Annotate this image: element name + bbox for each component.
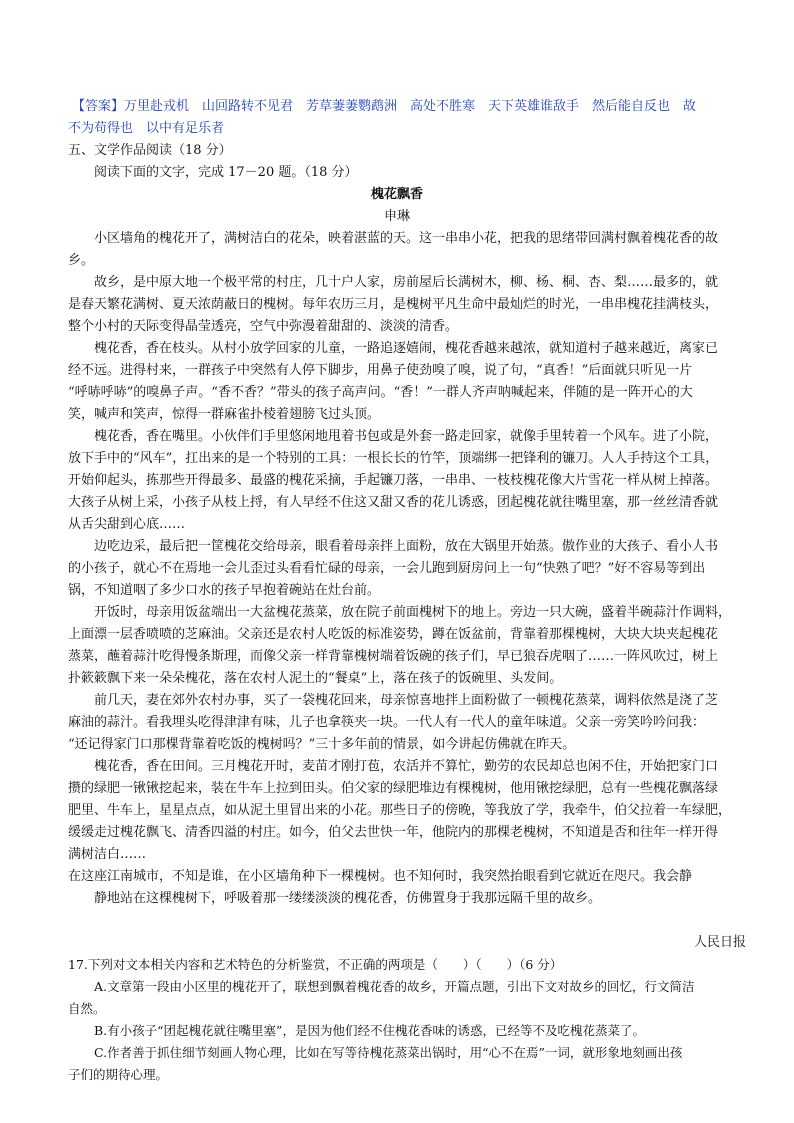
answer-items-cont: 不为苟得也 以中有足乐者 (68, 121, 225, 136)
article-source: 人民日报 (693, 935, 746, 950)
question-option: A.文章第一段由小区里的槐花开了，联想到飘着槐花香的故乡，开篇点题，引出下文对故乡的回忆，行文简洁 (94, 979, 695, 994)
paragraph-line: 在这座江南城市，不知是谁，在小区墙角种下一棵槐树。也不知何时，我突然抬眼看到它就近在咫尺。我会静 (68, 869, 693, 884)
paragraph-line: 乡。 (68, 253, 95, 268)
paragraph-line: 攒的绿肥一锹锹挖起来，装在牛车上拉到田头。伯父家的绿肥堆边有棵槐树，他用锹挖绿肥，总有一些槐花飘落绿 (68, 781, 719, 796)
paragraph-line: 槐花香，香在枝头。从村小放学回家的儿童，一路追逐嬉闹，槐花香越来越浓，就知道村子越来越近，离家已 (94, 341, 719, 356)
paragraph-line: 锅，不知道咽了多少口水的孩子早抱着碗站在灶台前。 (68, 583, 381, 598)
question-option: B.有小孩子“团起槐花就往嘴里塞”，是因为他们经不住槐花香味的诱惑，已经等不及吃槐花蒸菜了。 (94, 1023, 645, 1038)
paragraph-line: 的小孩子，就心不在焉地一会儿歪过头看看忙碌的母亲，一会儿跑到厨房问上一句“快熟了吧？”好不容易等到出 (68, 561, 706, 576)
question-option: 子们的期待心理。 (68, 1067, 169, 1082)
section-instruction: 阅读下面的文字，完成 17－20 题。（18 分） (94, 165, 358, 180)
section-heading: 五、文学作品阅读（18 分） (68, 143, 232, 158)
paragraph-line: 故乡，是中原大地一个极平常的村庄，几十户人家，房前屋后长满树木，柳、杨、桐、杏、梨……最多的，就 (94, 275, 719, 290)
question-option: C.作者善于抓住细节刻画人物心理，比如在写等待槐花蒸菜出锅时，用“心不在焉”一词，就形象地刻画出孩 (94, 1045, 683, 1060)
paragraph-line: 上面漂一层香喷喷的芝麻油。父亲还是农村人吃饭的标准姿势，蹲在饭盆前，背靠着那棵槐树，大块大块夹起槐花 (68, 627, 719, 642)
answer-line-1 (68, 96, 748, 118)
paragraph-line: 放下手中的“风车”，扛出来的是一个特别的工具：一根长长的竹竿，顶端绑一把锋利的镰刀。人人手持这个工具， (68, 451, 719, 466)
paragraph-line: 缓缓走过槐花飘飞、清香四溢的村庄。如今，伯父去世快一年，他院内的那棵老槐树，不知道是否和往年一样开得 (68, 825, 719, 840)
answer-tag: 【答案】 (72, 99, 125, 114)
paragraph-line: 蒸菜，蘸着蒜汁吃得慢条斯理，而像父亲一样背靠槐树端着饭碗的孩子们，早已狼吞虎咽了……一阵风吹过，树上 (68, 649, 719, 664)
paragraph-line: 边吃边采，最后把一筐槐花交给母亲，眼看着母亲拌上面粉，放在大锅里开始蒸。傲作业的大孩子、看小人书 (94, 539, 719, 554)
paragraph-line: 开始仰起头，拣那些开得最多、最盛的槐花采摘，手起镰刀落，一串串、一枝枝槐花像大片雪花一样从树上掉落。 (68, 473, 719, 488)
question-stem: 17.下列对文本相关内容和艺术特色的分析鉴赏，不正确的两项是（ ）（ ）（6 分） (68, 957, 563, 972)
paragraph-line: 前几天，妻在郊外农村办事，买了一袋槐花回来，母亲惊喜地拌上面粉做了一顿槐花蒸菜，调料依然是浇了芝 (94, 693, 719, 708)
paragraph-line: 从舌尖甜到心底…… (68, 517, 186, 532)
paragraph-line: 麻油的蒜汁。看我埋头吃得津津有味，儿子也拿筷夹一块。一代人有一代人的童年味道。父亲一旁笑吟吟问我： (68, 715, 706, 730)
paragraph-line: 满树洁白…… (68, 847, 147, 862)
article-author: 申琳 (383, 209, 410, 224)
paragraph-line: 肥里、牛车上，星星点点，如从泥土里冒出来的小花。那些日子的傍晚，等我放了学，我牵牛，伯父拉着一车绿肥， (68, 803, 732, 818)
paragraph-line: 整个小村的天际变得晶莹透亮，空气中弥漫着甜甜的、淡淡的清香。 (68, 319, 459, 334)
paragraph-line: 开饭时，母亲用饭盆端出一大盆槐花蒸菜，放在院子前面槐树下的地上。旁边一只大碗，盛着半碗蒜汁作调料， (94, 605, 732, 620)
paragraph-line: 静地站在这棵槐树下，呼吸着那一缕缕淡淡的槐花香，仿佛置身于我那远隔千里的故乡。 (94, 891, 602, 906)
paragraph-line: “呼哧呼哧”的嗅鼻子声。“香不香？”带头的孩子高声问。“香！”一群人齐声呐喊起来，伴随的是一阵开心的大 (68, 385, 693, 400)
paragraph-line: 是春天繁花满树、夏天浓荫蔽日的槐树。每年农历三月，是槐树平凡生命中最灿烂的时光，一串串槐花挂满枝头， (68, 297, 719, 312)
paragraph-line: 扑簌簌飘下来一朵朵槐花，落在农村人泥土的“餐桌”上，落在孩子的饭碗里、头发间。 (68, 671, 563, 686)
paragraph-line: 笑，喊声和笑声，惊得一群麻雀扑棱着翅膀飞过头顶。 (68, 407, 381, 422)
article-title: 槐花飘香 (370, 187, 423, 202)
answer-line-2 (68, 118, 748, 140)
paragraph-line: 槐花香，香在嘴里。小伙伴们手里悠闲地甩着书包或是外套一路走回家，就像手里转着一个风车。进了小院， (94, 429, 719, 444)
paragraph-line: 小区墙角的槐花开了，满树洁白的花朵，映着湛蓝的天。这一串串小花，把我的思绪带回满村飘着槐花香的故 (94, 231, 719, 246)
paragraph-line: “还记得家门口那棵背靠着吃饭的槐树吗？”三十多年前的情景，如今讲起仿佛就在昨天。 (68, 737, 576, 752)
paragraph-line: 经不远。进得村来，一群孩子中突然有人停下脚步，用鼻子使劲嗅了嗅，说了句，“真香！”后面就只听见一片 (68, 363, 693, 378)
paragraph-line: 槐花香，香在田间。三月槐花开时，麦苗才刚打苞，农活并不算忙，勤劳的农民却总也闲不住，开始把家门口 (94, 759, 719, 774)
paragraph-line: 大孩子从树上采，小孩子从枝上捋，有人早经不住这又甜又香的花儿诱惑，团起槐花就往嘴里塞，那一丝丝清香就 (68, 495, 719, 510)
answer-items: 万里赴戎机 山回路转不见君 芳草萋萋鹦鹉洲 高处不胜寒 天下英雄谁敌手 然后能自反也 故 (124, 99, 697, 114)
question-option: 自然。 (68, 1001, 106, 1016)
